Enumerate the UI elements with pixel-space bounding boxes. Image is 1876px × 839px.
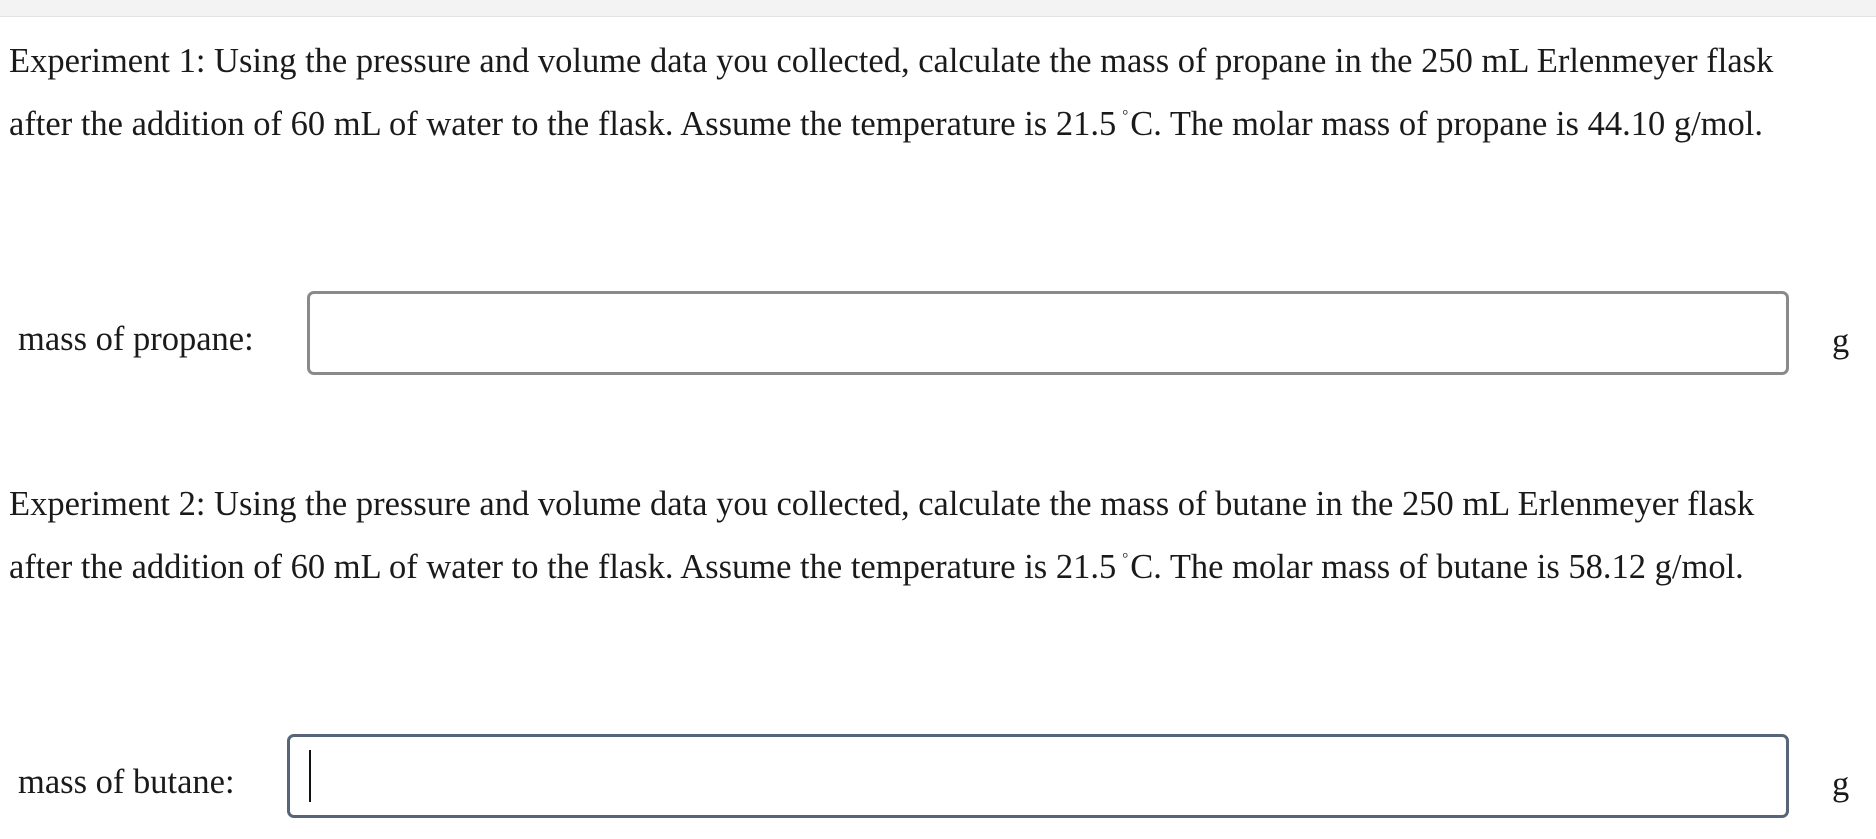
- mass-of-butane-label: mass of butane:: [18, 763, 235, 801]
- mass-of-propane-unit: g: [1832, 322, 1850, 360]
- question-2-line-2-start: after the addition of 60 mL of water to the flask. Assume the temperature is 21.5: [9, 548, 1117, 586]
- mass-of-butane-unit: g: [1832, 765, 1850, 803]
- question-1-line-2-end: C. The molar mass of propane is 44.10 g/mol.: [1130, 105, 1763, 143]
- question-1-text: [9, 34, 1869, 152]
- mass-of-propane-input[interactable]: [307, 291, 1789, 375]
- degree-symbol: °: [1122, 551, 1129, 567]
- mass-of-propane-label: mass of propane:: [18, 320, 254, 358]
- text-cursor: [309, 750, 311, 802]
- question-1-line-1: Experiment 1: Using the pressure and volume data you collected, calculate the mass of propane in the 250 mL Erlenmeyer flask: [9, 42, 1774, 80]
- mass-of-butane-input[interactable]: [287, 734, 1789, 818]
- question-2-line-1: Experiment 2: Using the pressure and volume data you collected, calculate the mass of butane in the 250 mL Erlenmeyer flask: [9, 485, 1755, 523]
- question-1-line-2-start: after the addition of 60 mL of water to the flask. Assume the temperature is 21.5: [9, 105, 1117, 143]
- question-2-text: [9, 477, 1869, 595]
- degree-symbol: °: [1122, 108, 1129, 124]
- top-toolbar-strip: [0, 0, 1876, 17]
- question-1-line-2: [9, 89, 1869, 152]
- question-2-line-2: [9, 532, 1869, 595]
- question-2-line-2-end: C. The molar mass of butane is 58.12 g/mol.: [1130, 548, 1744, 586]
